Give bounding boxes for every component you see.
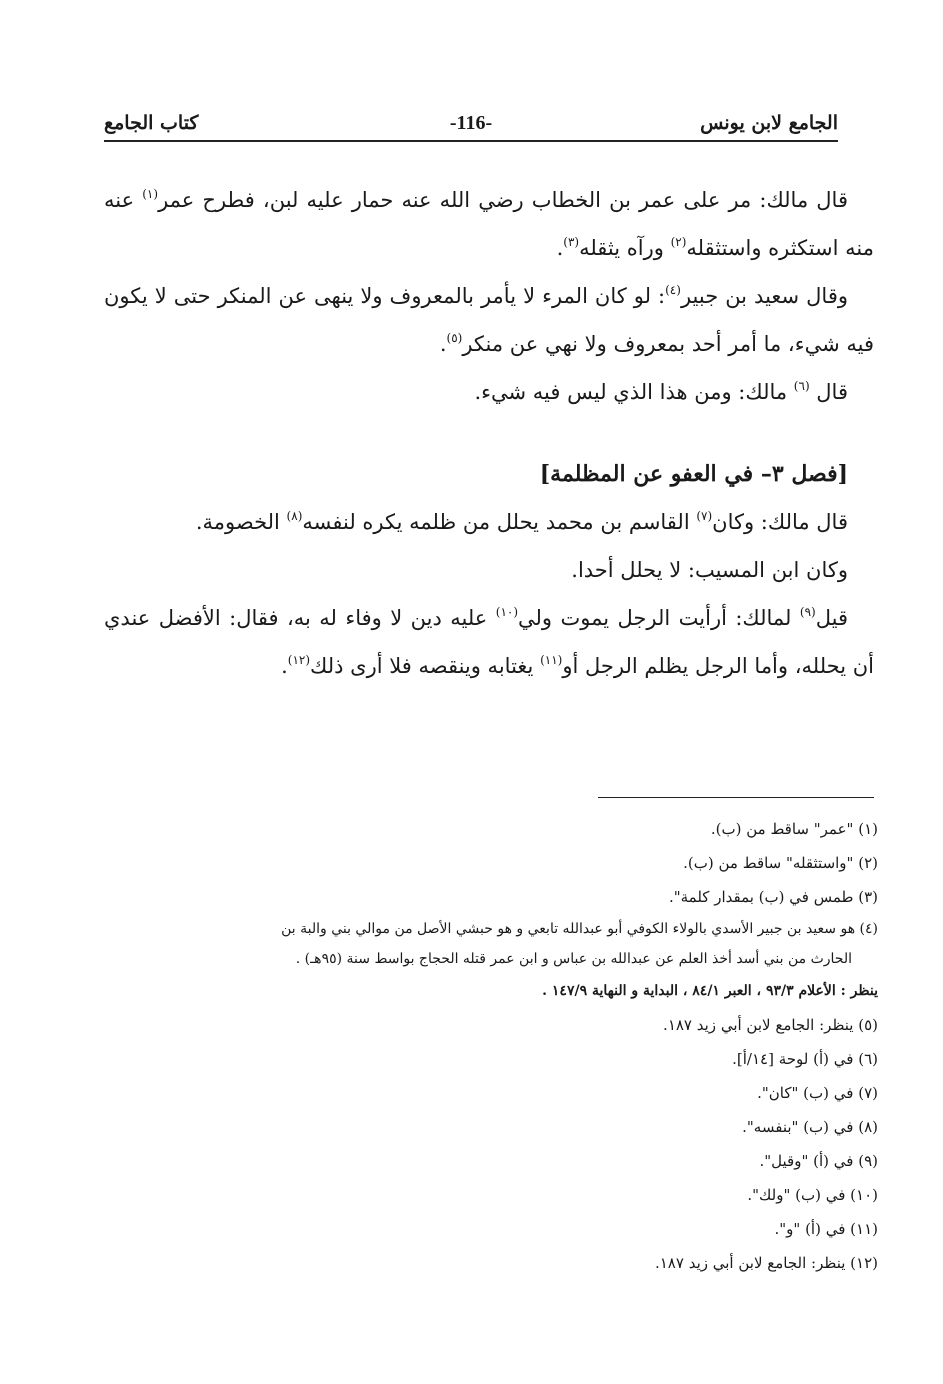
footnote: (٨) في (ب) "بنفسه". [742, 1118, 878, 1136]
text-span: قال [809, 380, 848, 404]
text-span: القاسم بن محمد يحلل من ظلمه يكره لنفسه [302, 510, 697, 534]
chapter-title: كتاب الجامع [104, 112, 199, 134]
text-span: قال مالك: وكان [712, 510, 848, 534]
paragraph [104, 368, 874, 416]
book-title: الجامع لابن يونس [700, 112, 838, 134]
running-header [104, 112, 838, 142]
text-span: ورآه يثقله [579, 236, 671, 260]
page-number: -116- [449, 112, 493, 134]
text-span: مالك: ومن هذا الذي ليس فيه شيء. [474, 380, 794, 404]
text-span: يغتابه وينقصه فلا أرى ذلك [310, 654, 541, 678]
footnote: (٢) "واستثقله" ساقط من (ب). [683, 854, 878, 872]
footnote [104, 914, 878, 974]
paragraph [104, 272, 874, 368]
footnote-ref: (١٠) [495, 605, 519, 619]
paragraph [104, 594, 874, 690]
footnote: (١٠) في (ب) "ولك". [747, 1186, 878, 1204]
footnote: (٦) في (أ) لوحة [١٤/أ]. [732, 1050, 878, 1068]
footnote: (١) "عمر" ساقط من (ب). [710, 820, 878, 838]
footnote-continuation: الحارث من بني أسد أخذ العلم عن عبدالله بن عباس و ابن عمر قتله الحجاج بواسط سنة (٩٥هـ) . [295, 951, 852, 967]
footnotes-list [104, 812, 878, 1280]
footnote: (٩) في (أ) "وقيل". [759, 1152, 878, 1170]
footnote: (٥) ينظر: الجامع لابن أبي زيد ١٨٧. [663, 1016, 878, 1034]
footnote-text: (٤) هو سعيد بن جبير الأسدي بالولاء الكوفي أبو عبدالله تابعي و هو حبشي الأصل من موالي بني والبة بن [281, 921, 878, 937]
section-heading: [فصل ٣– في العفو عن المظلمة] [539, 461, 848, 487]
text-span: وقال سعيد بن جبير [680, 284, 848, 308]
paragraph [104, 498, 874, 546]
text-span: . [281, 654, 288, 678]
footnote: (٧) في (ب) "كان". [757, 1084, 878, 1102]
footnote-ref: (٨) [286, 509, 303, 523]
footnote-ref: (٧) [696, 509, 713, 523]
text-span: . [439, 332, 447, 356]
text-span: لمالك: أرأيت الرجل يموت ولي [518, 606, 800, 630]
footnote: (١١) في (أ) "و". [774, 1220, 878, 1238]
footnote-ref: (١) [142, 187, 159, 201]
text-span: . [556, 236, 564, 260]
footnote-ref: (١١) [540, 653, 563, 667]
footnote-sources: ينظر : الأعلام ٩٣/٣ ، العبر ٨٤/١ ، البداية و النهاية ١٤٧/٩ . [542, 983, 878, 999]
footnote-ref: (٥) [446, 331, 463, 345]
text-span: : لو كان المرء لا يأمر بالمعروف ولا ينهى عن المنكر حتى لا يكون فيه شيء، ما أمر أحد بمعروف ولا نهي عن منكر [104, 284, 874, 356]
text-span: قال مالك: مر على عمر بن الخطاب رضي الله عنه حمار عليه لبن، فطرح عمر [158, 188, 848, 212]
body-block-2 [104, 450, 874, 690]
text-span: وكان ابن المسيب: لا يحلل أحدا. [571, 558, 848, 582]
footnote-ref: (٦) [793, 379, 810, 393]
footnote: (١٢) ينظر: الجامع لابن أبي زيد ١٨٧. [654, 1254, 878, 1272]
text-span: عليه دين لا وفاء له به، فقال: الأفضل عندي أن يحلله، وأما الرجل يظلم الرجل أو [104, 606, 874, 678]
footnote-ref: (٣) [563, 235, 580, 249]
footnote-ref: (٢) [670, 235, 687, 249]
body-block-1 [104, 176, 874, 416]
footnote-ref: (٤) [665, 283, 681, 297]
footnote-separator [598, 797, 874, 798]
text-span: الخصومة. [195, 510, 287, 534]
paragraph [104, 176, 874, 272]
footnote: (٣) طمس في (ب) بمقدار كلمة". [668, 888, 878, 906]
text-span: قيل [815, 606, 848, 630]
paragraph [104, 546, 874, 594]
footnote-ref: (١٢) [287, 653, 311, 667]
text-span: عنه منه استكثره واستثقله [104, 188, 874, 260]
footnote-ref: (٩) [799, 605, 816, 619]
